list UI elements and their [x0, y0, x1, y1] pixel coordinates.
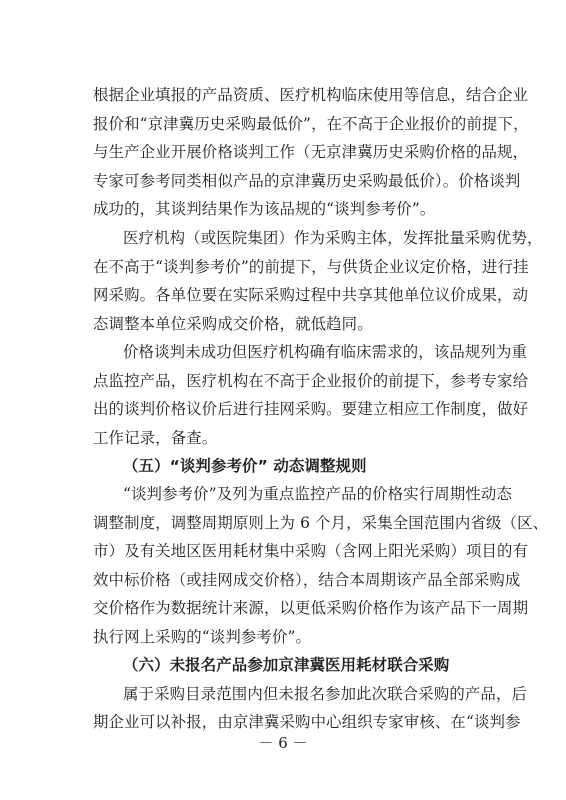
text-line: 执行网上采购的“谈判参考价”。 — [93, 628, 312, 646]
text-line: 在不高于“谈判参考价”的前提下，与供货企业议定价格，进行挂 — [93, 258, 529, 276]
text-line: 与生产企业开展价格谈判工作（无京津冀历史采购价格的品规， — [93, 143, 529, 161]
text-line: 点监控产品，医疗机构在不高于企业报价的前提下，参考专家给 — [93, 372, 529, 390]
text-line: 报价和“京津冀历史采购最低价”，在不高于企业报价的前提下， — [93, 115, 529, 133]
text-line: 成功的，其谈判结果作为该品规的“谈判参考价”。 — [93, 200, 436, 218]
text-line: 效中标价格（或挂网成交价格），结合本周期该产品全部采购成 — [93, 571, 521, 589]
text-line: 市）及有关地区医用耗材集中采购（含网上阳光采购）项目的有 — [93, 542, 529, 560]
text-line: 根据企业填报的产品资质、医疗机构临床使用等信息，结合企业 — [93, 86, 529, 104]
text-line: 工作记录，备查。 — [93, 429, 218, 447]
text-line: 期企业可以补报，由京津冀采购中心组织专家审核、在“谈判参 — [93, 713, 521, 731]
text-line: “谈判参考价”及列为重点监控产品的价格实行周期性动态 — [123, 485, 513, 503]
section-heading: （五）“谈判参考价” 动态调整规则 — [123, 457, 367, 475]
text-line: 属于采购目录范围内但未报名参加此次联合采购的产品，后 — [123, 685, 528, 703]
text-line: 医疗机构（或医院集团）作为采购主体，发挥批量采购优势， — [123, 229, 543, 247]
text-line: 专家可参考同类相似产品的京津冀历史采购最低价）。价格谈判 — [93, 172, 521, 190]
section-heading: （六）未报名产品参加京津冀医用耗材联合采购 — [123, 656, 450, 674]
page-number: － 6 － — [258, 734, 308, 752]
text-line: 价格谈判未成功但医疗机构确有临床需求的，该品规列为重 — [123, 343, 528, 361]
text-line: 出的谈判价格议价后进行挂网采购。要建立相应工作制度，做好 — [93, 400, 529, 418]
text-line: 调整制度，调整周期原则上为 6 个月，采集全国范围内省级（区、 — [93, 514, 549, 532]
text-line: 网采购。各单位要在实际采购过程中共享其他单位议价成果，动 — [93, 286, 529, 304]
text-line: 态调整本单位采购成交价格，就低趋同。 — [93, 315, 373, 333]
text-line: 交价格作为数据统计来源，以更低采购价格作为该产品下一周期 — [93, 599, 529, 617]
